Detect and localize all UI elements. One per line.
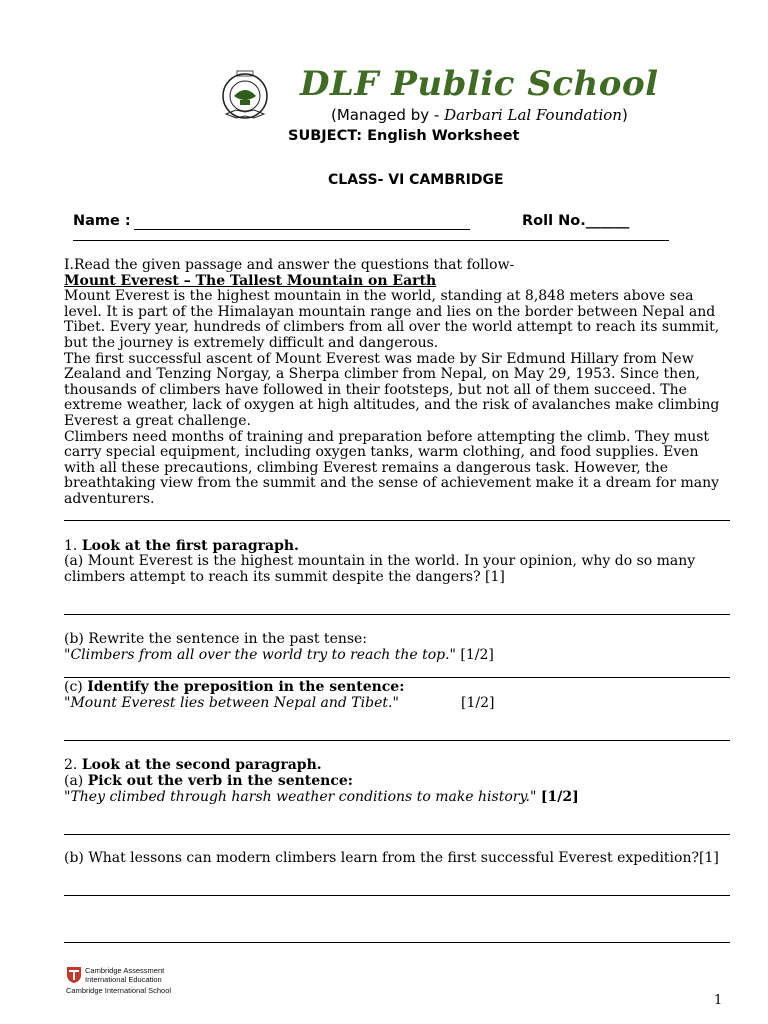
school-crest-logo [214,66,276,128]
question-2a-line-1 [64,774,353,790]
passage-paragraph-1: Mount Everest is the highest mountain in the world, standing at 8,848 meters above sea level. It is part of the Himalayan mountain range and lies on the border between Nepal and Tibet. Every year, hundreds of climbers from all over the world attempt to reach its summit, but the journey is extremely difficult and dangerous. [64,288,720,351]
question-2-number: 2. [64,757,82,773]
question-1c-prefix: (c) [64,679,88,695]
question-2-heading [64,758,322,774]
answer-line-2b-2[interactable] [64,942,730,943]
question-1b-quote: Climbers from all over the world try to reach the top. [70,647,450,663]
question-1b-quote-close: " [1/2] [449,647,494,663]
reading-passage [64,258,732,508]
passage-instruction: I.Read the given passage and answer the questions that follow- [64,257,515,273]
name-continuation-line[interactable] [73,240,669,241]
answer-line-1a[interactable] [64,614,730,615]
question-2a-bold: Pick out the verb in the sentence: [87,773,353,789]
question-1b-quote-open: " [64,647,71,663]
answer-line-1b[interactable] [64,677,730,678]
question-1c-bold: Identify the preposition in the sentence: [87,679,405,695]
question-2-heading-text: Look at the second paragraph. [81,757,322,773]
subject-title: SUBJECT: English Worksheet [288,128,520,144]
question-1a-line-1: (a) Mount Everest is the highest mountain in the world. In your opinion, why do so many [64,553,696,569]
question-1a-line-2: climbers attempt to reach its summit despite the dangers? [1] [64,569,505,585]
question-1c-sentence [64,696,399,712]
cambridge-logo [66,966,186,995]
name-label: Name : [73,213,131,229]
question-1c-quote: Mount Everest lies between Nepal and Tibet. [70,695,393,711]
separator-line [64,520,730,521]
managed-suffix: ) [621,106,628,124]
managed-prefix: (Managed by - [331,106,445,124]
passage-paragraph-3: Climbers need months of training and preparation before attempting the climb. They must carry special equipment, including oxygen tanks, warm clothing, and food supplies. Even with all these precautions, climbing Everest remains a dangerous task. However, the breathtaking view from the summit and the sense of achievement make it a dream for many adventurers. [64,428,720,507]
cambridge-shield-icon [66,966,82,984]
class-title: CLASS- VI CAMBRIDGE [328,172,504,188]
question-1c-marks: [1/2] [461,695,495,711]
question-2a-prefix: (a) [64,773,88,789]
page-number: 1 [714,993,723,1008]
passage-paragraph-2: The first successful ascent of Mount Everest was made by Sir Edmund Hillary from New Zealand and Tenzing Norgay, a Sherpa climber from Nepal, on May 29, 1953. Since then, thousands of climbers have followed in their footsteps, but not all of them succeed. The extreme weather, lack of oxygen at high altitudes, and the risk of avalanches make climbing Everest a great challenge. [64,350,720,429]
managed-foundation: Darbari Lal Foundation [444,106,622,124]
question-2b-line-1: (b) What lessons can modern climbers learn from the first successful Everest expedition?[1] [64,850,719,866]
question-1b-line-1: (b) Rewrite the sentence in the past tense: [64,631,368,647]
question-2a-quote-open: " [64,789,71,805]
question-2a-sentence [64,790,579,806]
school-name: DLF Public School [300,64,659,104]
cambridge-line-3: Cambridge International School [66,986,172,995]
question-1b-sentence [64,648,494,664]
managed-by-line [331,106,628,124]
question-1c-quote-close: " [392,695,399,711]
passage-title: Mount Everest – The Tallest Mountain on Earth [64,272,437,289]
answer-line-2a[interactable] [64,834,730,835]
name-answer-line[interactable] [134,229,470,230]
answer-line-2b-1[interactable] [64,895,730,896]
question-2a-marks: [1/2] [540,789,579,805]
cambridge-line-1: Cambridge Assessment [85,966,165,975]
question-2a-quote-close: " [529,789,541,805]
question-1-heading-text: Look at the first paragraph. [81,538,299,554]
question-2a-quote: They climbed through harsh weather conditions to make history. [70,789,530,805]
question-1c-quote-open: " [64,695,71,711]
question-1c-line-1 [64,680,404,696]
answer-line-1c[interactable] [64,740,730,741]
cambridge-line-2: International Education [85,975,162,984]
question-1-number: 1. [64,538,82,554]
roll-number-label: Roll No.______ [522,213,630,229]
